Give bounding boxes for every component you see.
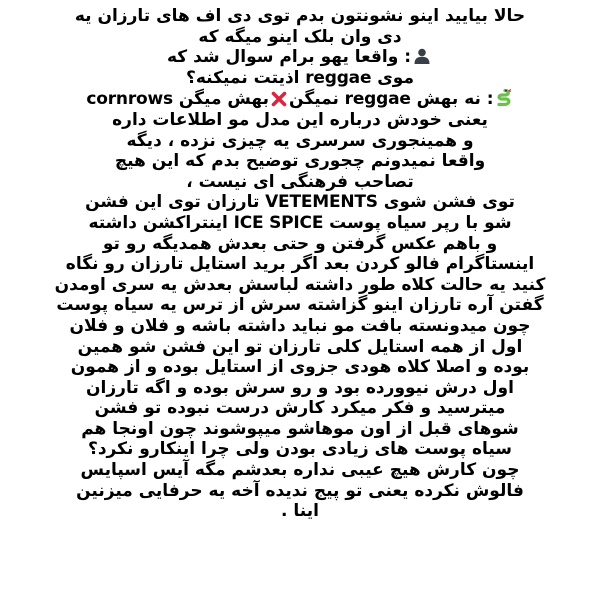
text-line-13: اینستاگرام فالو کردن بعد اگر برید استایل تارزان رو نگاه [65, 254, 535, 275]
person-silhouette-icon [413, 47, 431, 65]
text-line-8: واقعا نمیدونم چجوری توضیح بدم که این هیچ [114, 151, 486, 172]
text-line-21: شوهای قبل از اون موهاشو میپوشوند چون اونجا هم [81, 418, 519, 439]
text-line-5-part-b: بهش میگن cornrows [86, 89, 270, 110]
text-line-3-label: : واقعا یهو برام سوال شد که [166, 47, 411, 68]
text-line-3 [18, 47, 582, 68]
text-line-24: فالوش نکرده یعنی تو پیج ندیده آخه یه حرفایی میزنین [76, 480, 524, 501]
text-line-9: تصاحب فرهنگی ای نیست ، [186, 171, 414, 192]
text-line-7: و همینجوری سرسری یه چیزی نزده ، دیگه [126, 130, 474, 151]
text-line-22: سیاه پوست های زیادی بودن ولی چرا اینکارو نکرد؟ [87, 439, 513, 460]
text-line-14: کنید یه حالت کلاه طور داشته لباسش بعدش یه سری اومدن [54, 274, 546, 295]
text-line-18: بوده و اصلا کلاه هودی جزوی از استایل بوده و از همون [70, 357, 530, 378]
text-line-25: اینا . [281, 501, 319, 522]
text-line-16: چون میدونسته بافت مو نباید داشته باشه و فلان و فلان [69, 315, 531, 336]
text-line-20: میترسید و فکر میکرد کارش درست نبوده تو فشن [94, 398, 506, 419]
text-line-19: اول درش نیوورده بود و رو سرش بوده و اگه تارزان [86, 377, 514, 398]
text-line-5 [18, 88, 582, 110]
text-line-12: و باهم عکس گرفتن و حتی بعدش همدیگه رو تو [102, 233, 498, 254]
text-line-4: موی reggae اذیتت نمیکنه؟ [186, 67, 414, 88]
text-line-23: چون کارش هیچ عیبی نداره بعدشم مگه آیس اسپایس [80, 460, 520, 481]
text-line-15: گفتن آره تارزان اینو گزاشته سرش از ترس یه سیاه پوست [56, 295, 544, 316]
text-line-6: یعنی خودش درباره این مدل مو اطلاعات داره [112, 109, 488, 130]
text-line-17: اول از همه استایل کلی تارزان تو این فشن شو همین [77, 336, 523, 357]
red-cross-mark-icon [271, 91, 287, 107]
snake-emoji-icon [496, 88, 512, 107]
text-line-10: توی فشن شوی VETEMENTS تارزان توی این فشن [85, 192, 515, 213]
text-line-2: دی وان بلک اینو میگه که [198, 26, 402, 47]
text-line-11: شو با رپر سیاه پوست ICE SPICE اینتراکشن داشته [88, 212, 512, 233]
text-line-5-part-a: : نه بهش reggae نمیگن [289, 89, 494, 110]
text-line-1: حالا بیایید اینو نشونتون بدم توی دی اف های تارزان یه [74, 6, 526, 26]
